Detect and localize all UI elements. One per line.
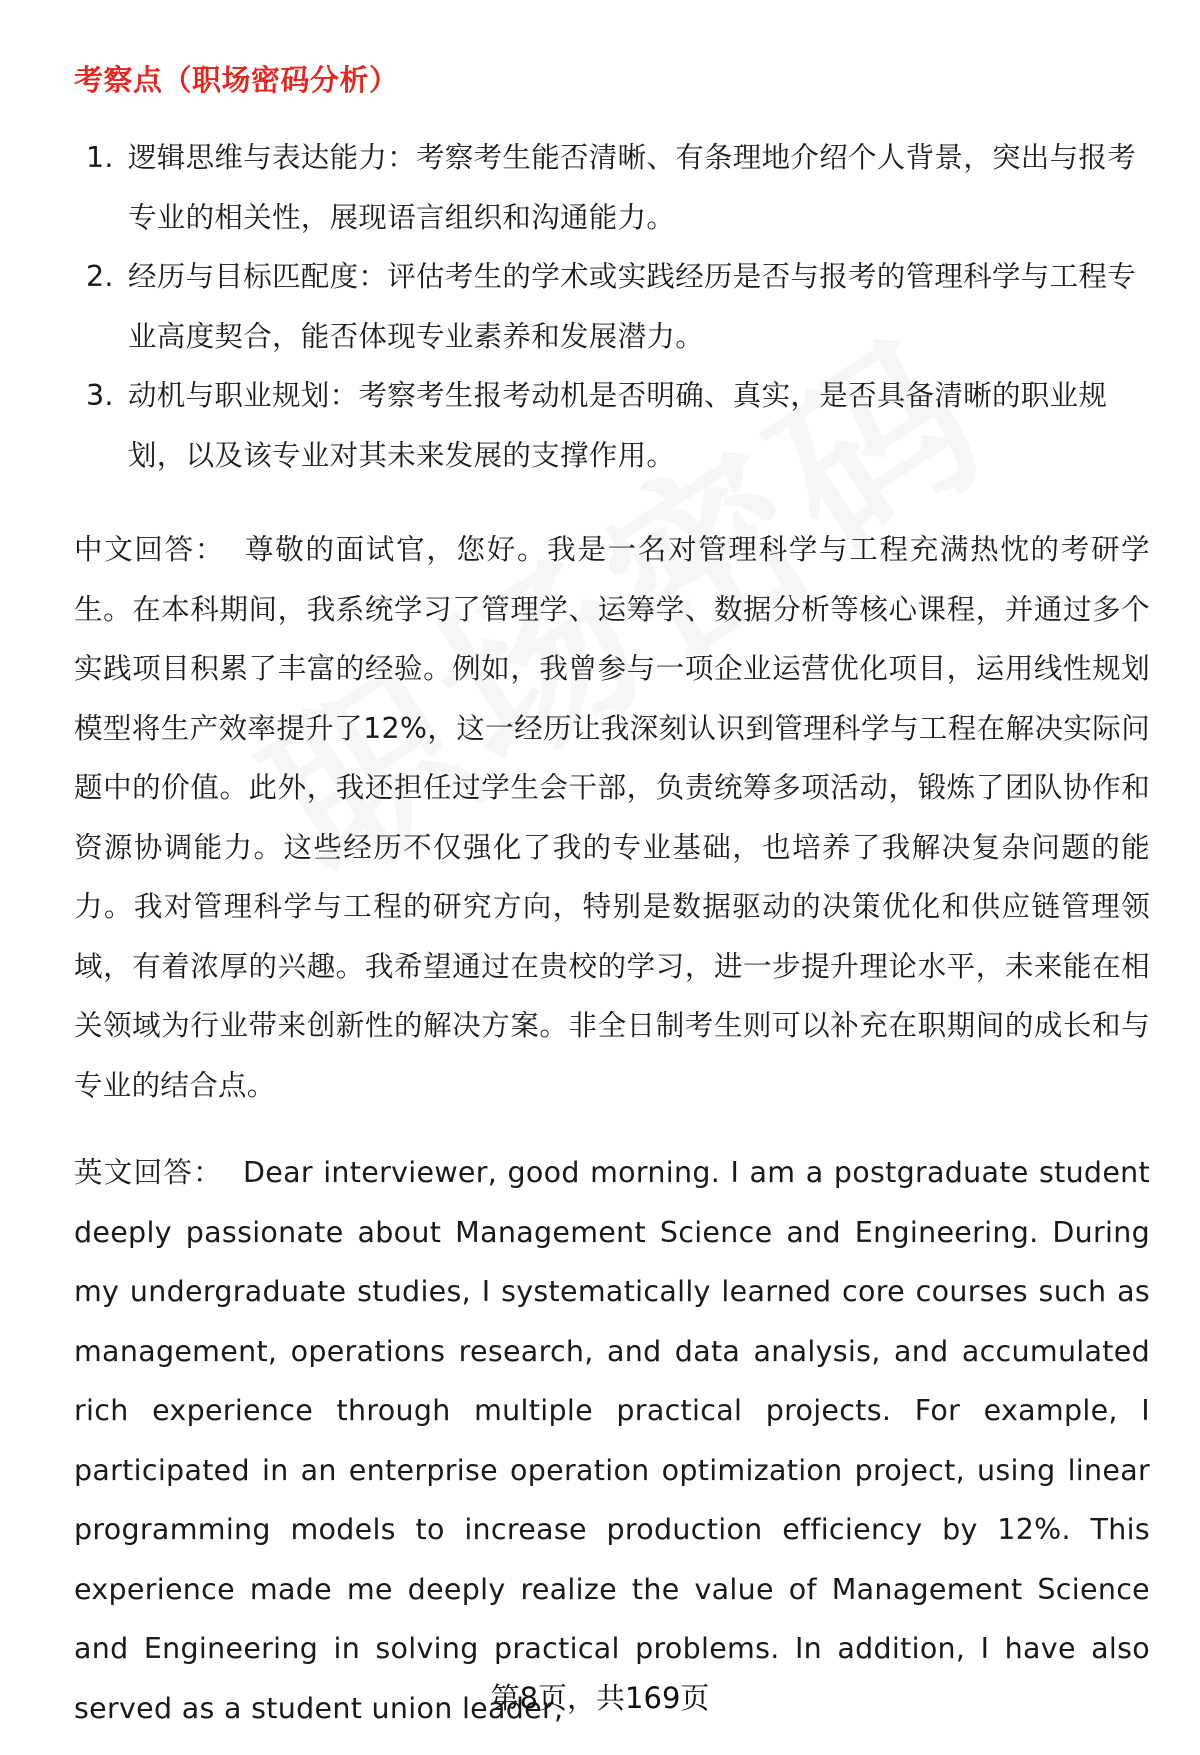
page-number-footer: 第8页，共169页 <box>490 1681 710 1715</box>
point-number: 2. <box>86 260 114 293</box>
chinese-answer-paragraph <box>74 520 1150 1115</box>
point-text: 逻辑思维与表达能力：考察考生能否清晰、有条理地介绍个人背景，突出与报考专业的相关性，展现语言组织和沟通能力。 <box>128 141 1137 234</box>
english-answer-paragraph <box>74 1143 1150 1738</box>
point-text: 动机与职业规划：考察考生报考动机是否明确、真实，是否具备清晰的职业规划，以及该专业对其未来发展的支撑作用。 <box>128 379 1108 472</box>
section-title: 考察点（职场密码分析） <box>74 63 399 97</box>
chinese-answer-label: 中文回答： <box>74 533 226 566</box>
assessment-point-1 <box>74 128 1150 247</box>
assessment-point-3 <box>74 366 1150 485</box>
point-number: 3. <box>86 379 114 412</box>
point-text: 经历与目标匹配度：评估考生的学术或实践经历是否与报考的管理科学与工程专业高度契合，能否体现专业素养和发展潜力。 <box>128 260 1137 353</box>
chinese-answer-text: 尊敬的面试官，您好。我是一名对管理科学与工程充满热忱的考研学生。在本科期间，我系统学习了管理学、运筹学、数据分析等核心课程，并通过多个实践项目积累了丰富的经验。例如，我曾参与一项企业运营优化项目，运用线性规划模型将生产效率提升了12%，这一经历让我深刻认识到管理科学与工程在解决实际问题中的价值。此外，我还担任过学生会干部，负责统筹多项活动，锻炼了团队协作和资源协调能力。这些经历不仅强化了我的专业基础，也培养了我解决复杂问题的能力。我对管理科学与工程的研究方向，特别是数据驱动的决策优化和供应链管理领域，有着浓厚的兴趣。我希望通过在贵校的学习，进一步提升理论水平，未来能在相关领域为行业带来创新性的解决方案。非全日制考生则可以补充在职期间的成长和与专业的结合点。 <box>74 533 1150 1102</box>
english-answer-label: 英文回答： <box>74 1156 223 1189</box>
english-answer-text: Dear interviewer, good morning. I am a postgraduate student deeply passionate about Management Science and Engineering. During my undergraduate studies, I systematically learned core courses such as management, operations research, and data analysis, and accumulated rich experience through multiple practical projects. For example, I participated in an enterprise operation optimization project, using linear programming models to increase production efficiency by 12%. This experience made me deeply realize the value of Management Science and Engineering in solving practical problems. In addition, I have also served as a student union leader, <box>74 1156 1150 1725</box>
point-number: 1. <box>86 141 114 174</box>
assessment-points-list <box>74 128 1150 485</box>
assessment-point-2 <box>74 247 1150 366</box>
